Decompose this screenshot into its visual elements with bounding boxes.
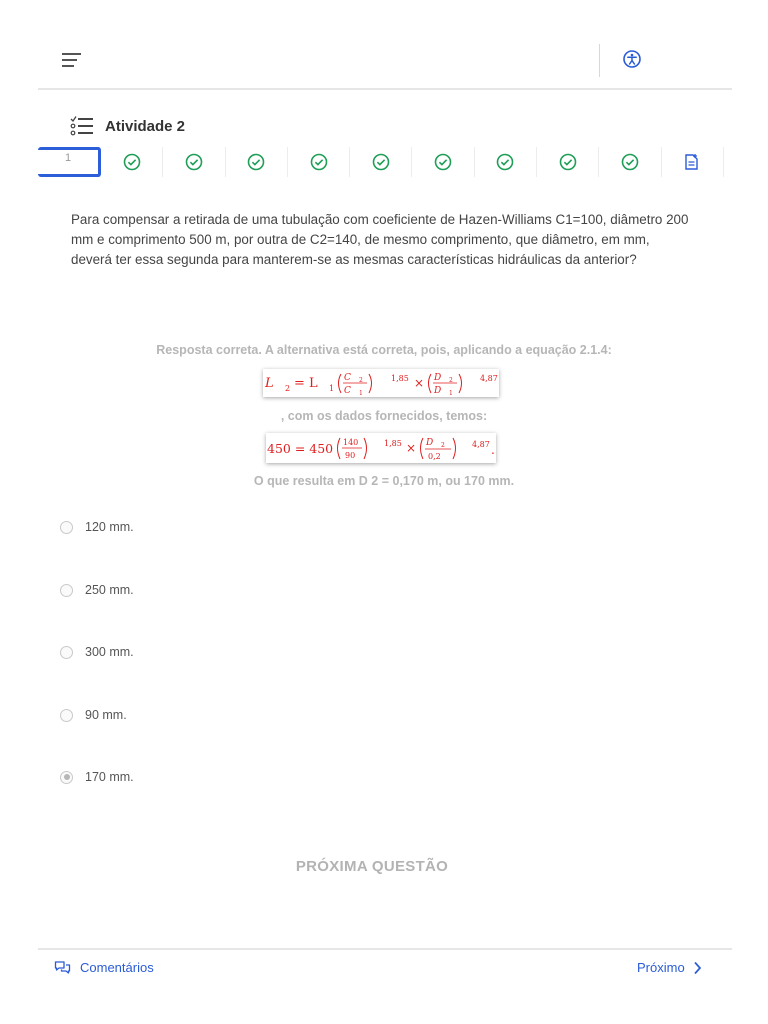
eq1-exp1: 1,85 (391, 374, 409, 383)
eq1-l-sub: 2 (285, 384, 291, 393)
eq1-c-num: C (344, 373, 351, 383)
eq1-c-num-sub: 2 (359, 377, 363, 384)
check-circle-icon (434, 153, 452, 171)
check-circle-icon (310, 153, 328, 171)
question-tab-answered[interactable] (163, 147, 225, 177)
next-link[interactable] (637, 960, 702, 975)
question-tab-answered[interactable] (537, 147, 599, 177)
eq2-d-num: D (426, 438, 434, 448)
check-circle-icon (621, 153, 639, 171)
answer-option-label: 170 mm. (85, 770, 134, 784)
question-text: Para compensar a retirada de uma tubulação com coeficiente de Hazen-Williams C1=100, diâmetro 200 mm e comprimento 500 m, por outra de C2=140, de mesmo comprimento, que diâmetro, em mm, deverá ter essa segunda para manterem-se as mesmas características hidráulicas da anterior? (71, 212, 689, 267)
eq2-exp2: 4,87 (472, 440, 490, 449)
radio-button[interactable] (60, 646, 73, 659)
comments-link[interactable] (54, 960, 154, 975)
eq2-f-den: 90 (345, 451, 356, 460)
question-tab-answered[interactable] (599, 147, 661, 177)
radio-button[interactable] (60, 521, 73, 534)
answer-option-label: 90 mm. (85, 708, 127, 722)
footer-divider (38, 948, 732, 950)
eq1-exp2: 4,87 (480, 374, 498, 383)
feedback-line-2: , com os dados fornecidos, temos: (280, 409, 488, 423)
question-tab-answered[interactable] (226, 147, 288, 177)
eq2-f-num: 140 (343, 438, 359, 447)
feedback-line-3: O que resulta em D 2 = 0,170 m, ou 170 mm. (253, 474, 515, 488)
eq2-times: × (406, 441, 417, 455)
answer-option[interactable] (60, 705, 127, 725)
question-tab-answered[interactable] (412, 147, 474, 177)
radio-button[interactable] (60, 584, 73, 597)
accessibility-icon[interactable] (622, 49, 642, 69)
radio-button[interactable] (60, 709, 73, 722)
question-tab-answered[interactable] (288, 147, 350, 177)
question-tab-answered[interactable] (475, 147, 537, 177)
eq1-d-num-sub: 2 (449, 377, 453, 384)
question-tab-answered[interactable] (350, 147, 412, 177)
question-tab-summary[interactable] (662, 147, 724, 177)
next-label: Próximo (637, 960, 685, 975)
answer-option-selected[interactable] (60, 767, 134, 787)
activity-header (70, 114, 185, 138)
answer-option-label: 250 mm. (85, 583, 134, 597)
eq2-d-num-sub: 2 (441, 442, 445, 449)
eq1-d-num: D (434, 373, 442, 383)
check-circle-icon (496, 153, 514, 171)
eq2-lhs: 450 = 450 (267, 441, 334, 456)
chevron-right-icon (693, 961, 702, 975)
feedback-line-1: Resposta correta. A alternativa está correta, pois, aplicando a equação 2.1.4: (156, 343, 612, 357)
check-circle-icon (123, 153, 141, 171)
comments-label: Comentários (80, 960, 154, 975)
eq1-l: L (265, 376, 274, 391)
check-circle-icon (247, 153, 265, 171)
menu-icon[interactable] (62, 52, 82, 68)
check-circle-icon (372, 153, 390, 171)
eq2-tail: . (491, 443, 495, 457)
answer-option-label: 120 mm. (85, 520, 134, 534)
question-navigator (38, 147, 724, 177)
check-circle-icon (559, 153, 577, 171)
eq1-c-den-sub: 1 (359, 390, 363, 397)
eq2-d-den: 0,2 (428, 452, 441, 461)
answer-option[interactable] (60, 517, 134, 537)
eq1-eq: = L (294, 376, 318, 391)
equation-image-1 (263, 369, 499, 397)
eq1-times: × (414, 376, 425, 390)
next-question-button[interactable]: PRÓXIMA QUESTÃO (295, 858, 449, 875)
eq1-d-den: D (434, 386, 442, 396)
question-tab-answered[interactable] (101, 147, 163, 177)
activity-title: Atividade 2 (105, 117, 186, 135)
question-tab-number: 1 (64, 152, 72, 164)
eq2-exp1: 1,85 (384, 439, 402, 448)
answer-option-label: 300 mm. (85, 645, 134, 659)
top-bar (38, 30, 732, 90)
eq1-d-den-sub: 1 (449, 390, 453, 397)
radio-button-checked[interactable] (60, 771, 73, 784)
checklist-icon (70, 115, 94, 137)
document-icon (684, 153, 700, 171)
eq1-c-den: C (344, 386, 351, 396)
equation-image-2 (266, 433, 496, 463)
header-divider (599, 44, 600, 77)
question-tab-current[interactable] (38, 147, 101, 177)
check-circle-icon (185, 153, 203, 171)
answer-option[interactable] (60, 642, 134, 662)
answer-option[interactable] (60, 580, 134, 600)
eq1-l1-sub: 1 (329, 384, 335, 393)
comments-icon (54, 960, 71, 975)
